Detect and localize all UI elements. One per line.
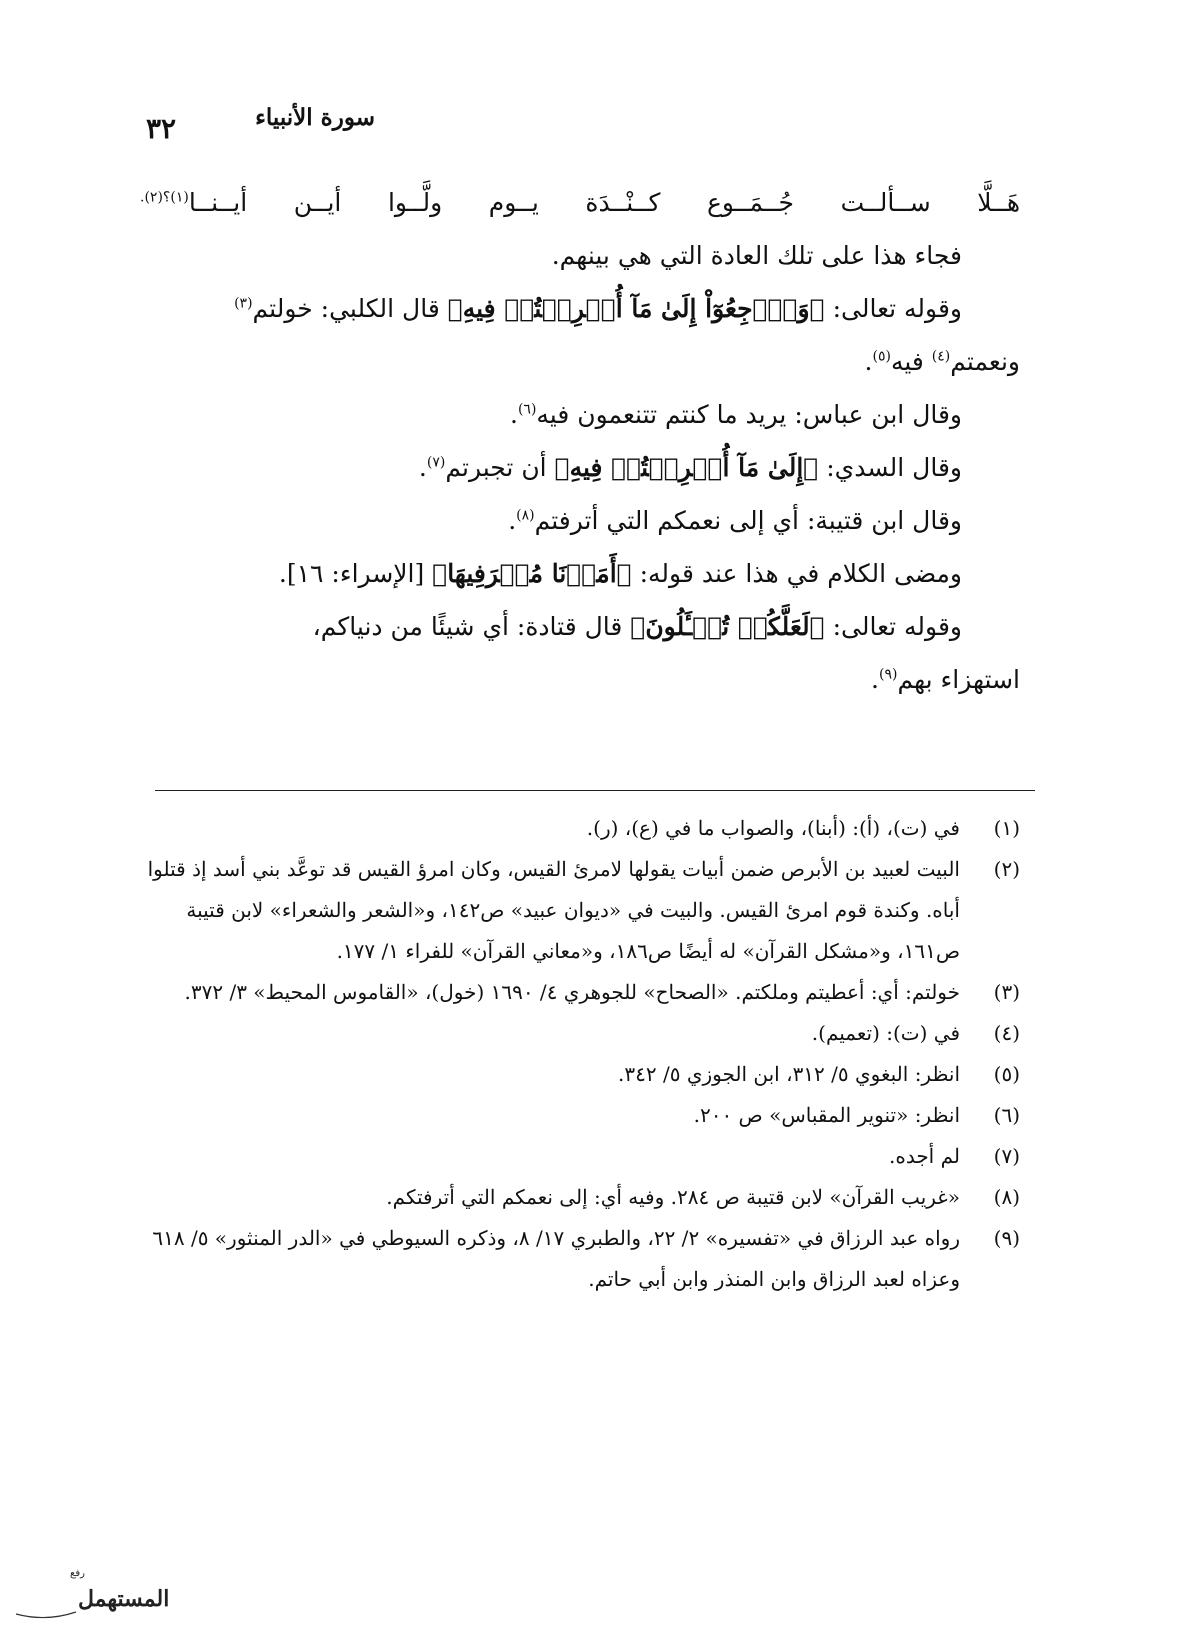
footnotes [140,808,1020,1300]
footnote [140,1054,1020,1095]
footnote [140,1177,1020,1218]
quran-quote: ﴿إِلَىٰ مَآ أُتۡرِفۡتُمۡ فِيهِ﴾ [554,453,819,482]
footnote-ref: (٩) [879,666,898,683]
footnote-number: (٣) [993,980,1020,1004]
logo-subtext: رفع [70,1568,85,1579]
paragraph-3: وقال ابن عباس: يريد ما كنتم تتنعمون فيه$^{(٦)}$. [509,400,962,429]
footnote-ref: (٦) [517,401,537,418]
verse-footnote-refs: (١)؟(٢). [140,189,189,206]
paragraph-4: وقال السدي: ﴿إِلَىٰ مَآ أُتۡرِفۡتُمۡ فِيهِ﴾ أن تجبرتم$^{(٧)}$. [418,453,962,482]
footnote-number: (٩) [993,1226,1020,1250]
footnote-text: انظر: «تنوير المقباس» ص ٢٠٠. [693,1103,960,1127]
poetry-verse [140,176,1020,229]
footnote-text: «غريب القرآن» لابن قتيبة ص ٢٨٤. وفيه أي: إلى نعمكم التي أترفتكم. [386,1185,960,1209]
footnote-text: لم أجده. [888,1144,960,1168]
footnote-ref: (٤) [931,348,951,365]
paragraph-7-continued: استهزاء بهم$^{(٩)}$. [871,665,1020,694]
paragraph-2-continued: ونعمتم$^{(٤)}$ فيه$^{(٥)}$. [864,347,1020,376]
footnote-divider [155,790,1035,791]
logo-text: المستهمل [78,1586,170,1612]
paragraph-2: وقوله تعالى: ﴿وَٱرۡجِعُوٓاْ إِلَىٰ مَآ أُتۡرِفۡتُمۡ فِيهِ﴾ قال الكلبي: خولتم$^{(٣)}$ [234,294,962,323]
footnote-number: (٦) [993,1103,1020,1127]
footnote-number: (٨) [993,1185,1020,1209]
footnote-number: (٢) [993,857,1020,881]
running-title: سورة الأنبياء [255,104,375,131]
footnote-ref: (٣) [234,295,253,312]
footnote-ref: (٥) [872,348,891,365]
footnote-text: البيت لعبيد بن الأبرص ضمن أبيات يقولها لامرئ القيس، وكان امرؤ القيس قد توعَّد بني أسد إذ قتلوا أباه. وكندة قوم امرئ القيس. والبيت في «ديوان عبيد» ص١٤٢، و«الشعر والشعراء» لابن قتيبة ص١٦١، و«مشكل القرآن» له أيضًا ص١٨٦، و«معاني القرآن» للفراء ١/ ١٧٧. [147,857,960,963]
footnote-ref: (٧) [426,454,446,471]
footnote-ref: (٨) [516,507,535,524]
quran-quote: ﴿لَعَلَّكُمۡ تُسۡـَٔلُونَ﴾ [630,612,825,641]
footnote-text: في (ت): (تعميم). [811,1021,960,1045]
footnote-text: انظر: البغوي ٥/ ٣١٢، ابن الجوزي ٥/ ٣٤٢. [618,1062,960,1086]
quran-quote: ﴿أَمَرۡنَا مُتۡرَفِيهَا﴾ [432,559,632,588]
footnote [140,808,1020,849]
footnote-text: رواه عبد الرزاق في «تفسيره» ٢/ ٢٢، والطبري ١٧/ ٨، وذكره السيوطي في «الدر المنثور» ٥/ ٦١٨ وعزاه لعبد الرزاق وابن المنذر وابن أبي حاتم. [152,1226,960,1291]
footnote-number: (٧) [993,1144,1020,1168]
paragraph-5: وقال ابن قتيبة: أي إلى نعمكم التي أترفتم$^{(٨)}$. [508,506,962,535]
paragraph-7: وقوله تعالى: ﴿لَعَلَّكُمۡ تُسۡـَٔلُونَ﴾ قال قتادة: أي شيئًا من دنياكم، [312,612,962,641]
footnote-text: في (ت)، (أ): (أبنا)، والصواب ما في (ع)، (ر). [586,816,960,840]
footnote-number: (٥) [993,1062,1020,1086]
footnote [140,849,1020,972]
footnote [140,1218,1020,1300]
publisher-logo-icon [10,1562,170,1626]
footnote [140,1095,1020,1136]
main-text [140,176,1020,706]
paragraph-6: ومضى الكلام في هذا عند قوله: ﴿أَمَرۡنَا مُتۡرَفِيهَا﴾ [الإسراء: ١٦]. [278,559,962,588]
verse-text: هَــلَّا ســألــت جُــمَــوع كــنْــدَة يــوم ولَّــوا أيــن أيــنــا [188,188,1021,217]
footnote-number: (١) [993,816,1020,840]
paragraph-1: فجاء هذا على تلك العادة التي هي بينهم. [551,241,962,270]
footnote [140,1013,1020,1054]
footnote [140,1136,1020,1177]
footnote-text: خولتم: أي: أعطيتم وملكتم. «الصحاح» للجوهري ٤/ ١٦٩٠ (خول)، «القاموس المحيط» ٣/ ٣٧٢. [184,980,960,1004]
quran-quote: ﴿وَٱرۡجِعُوٓاْ إِلَىٰ مَآ أُتۡرِفۡتُمۡ فِيهِ﴾ [447,294,825,323]
page-number: ٣٢ [146,112,177,145]
footnote [140,972,1020,1013]
footnote-number: (٤) [993,1021,1020,1045]
